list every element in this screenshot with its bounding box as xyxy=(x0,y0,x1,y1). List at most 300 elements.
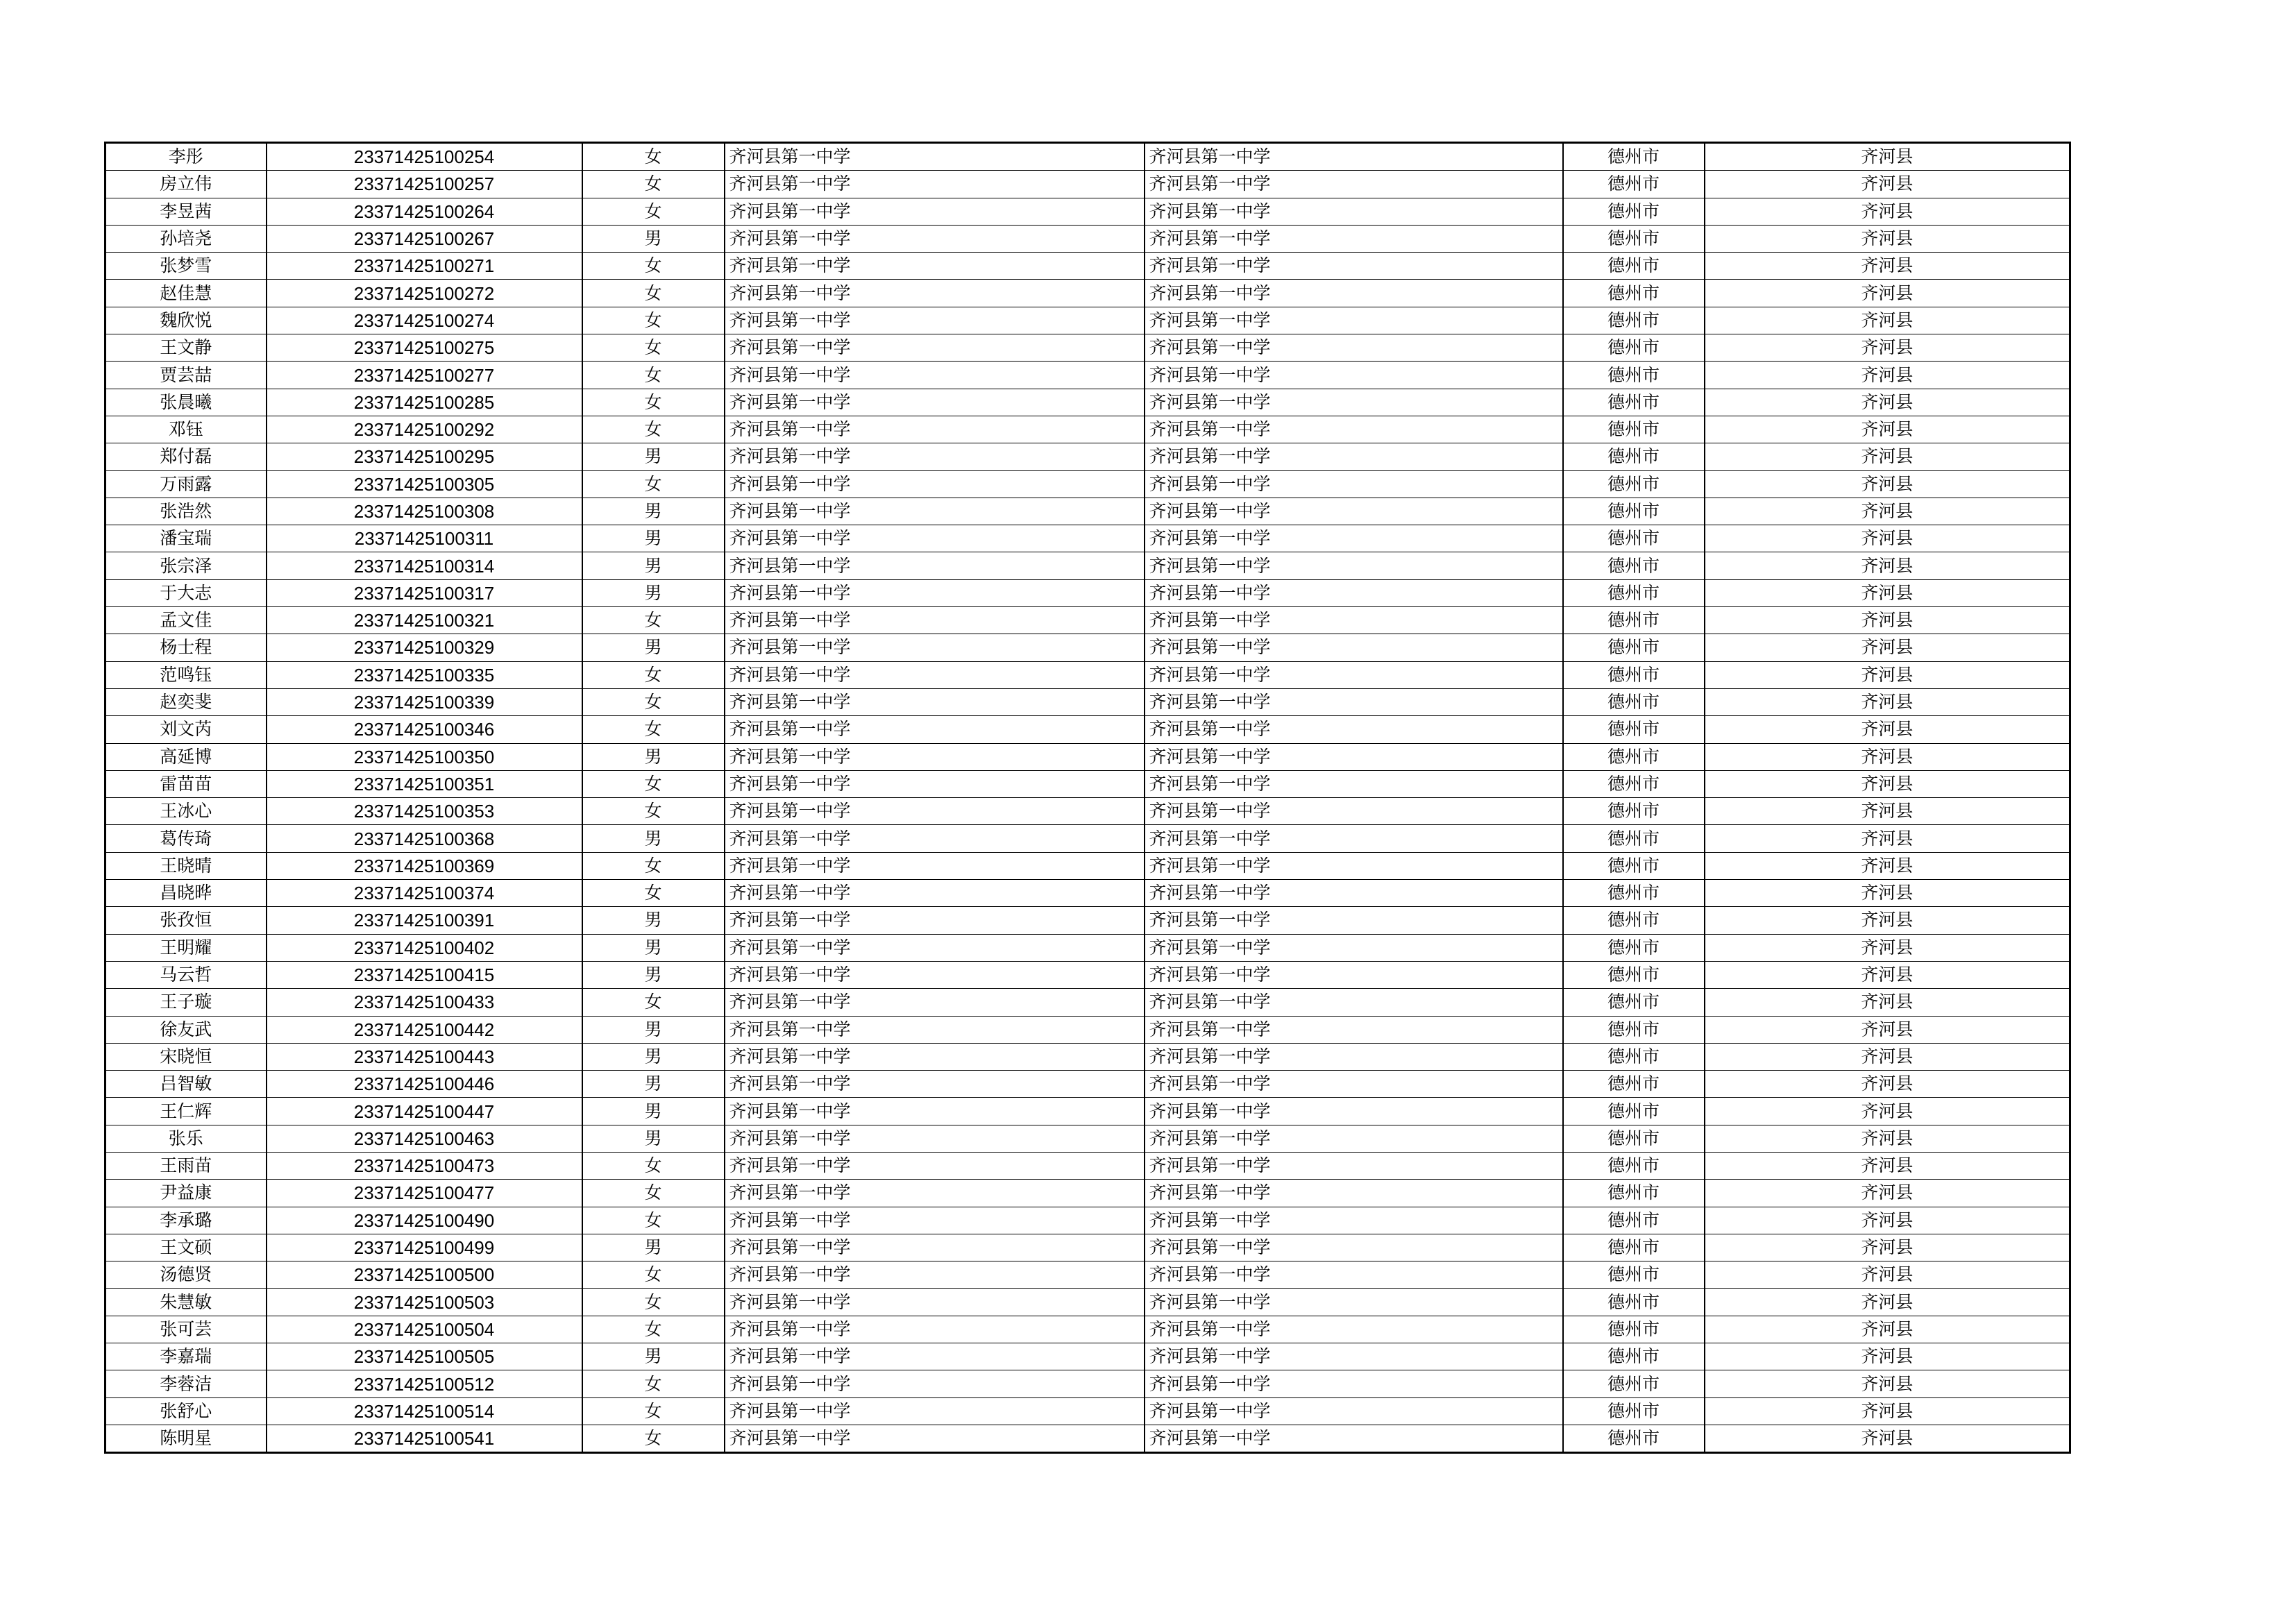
exam-site-cell: 齐河县第一中学 xyxy=(1145,470,1563,498)
table-row xyxy=(105,198,2070,225)
city-cell: 德州市 xyxy=(1563,362,1705,389)
table-row xyxy=(105,1016,2070,1043)
gender-cell: 男 xyxy=(582,443,725,470)
table-row xyxy=(105,362,2070,389)
county-cell: 齐河县 xyxy=(1705,143,2070,171)
city-cell: 德州市 xyxy=(1563,1370,1705,1397)
gender-cell: 男 xyxy=(582,1343,725,1370)
table-row xyxy=(105,1071,2070,1098)
county-cell: 齐河县 xyxy=(1705,1125,2070,1152)
exam-number-cell: 23371425100285 xyxy=(267,389,582,416)
student-name-cell: 朱慧敏 xyxy=(105,1289,267,1316)
gender-cell: 女 xyxy=(582,416,725,443)
school-cell: 齐河县第一中学 xyxy=(725,198,1145,225)
exam-number-cell: 23371425100351 xyxy=(267,770,582,797)
student-name-cell: 万雨露 xyxy=(105,470,267,498)
table-row xyxy=(105,961,2070,988)
county-cell: 齐河县 xyxy=(1705,552,2070,579)
county-cell: 齐河县 xyxy=(1705,852,2070,879)
exam-site-cell: 齐河县第一中学 xyxy=(1145,171,1563,198)
exam-number-cell: 23371425100446 xyxy=(267,1071,582,1098)
student-name-cell: 尹益康 xyxy=(105,1180,267,1207)
city-cell: 德州市 xyxy=(1563,989,1705,1016)
table-row xyxy=(105,934,2070,961)
county-cell: 齐河县 xyxy=(1705,1425,2070,1452)
table-row xyxy=(105,989,2070,1016)
county-cell: 齐河县 xyxy=(1705,634,2070,661)
gender-cell: 男 xyxy=(582,907,725,934)
school-cell: 齐河县第一中学 xyxy=(725,280,1145,307)
city-cell: 德州市 xyxy=(1563,171,1705,198)
exam-number-cell: 23371425100274 xyxy=(267,307,582,334)
county-cell: 齐河县 xyxy=(1705,798,2070,825)
school-cell: 齐河县第一中学 xyxy=(725,389,1145,416)
student-name-cell: 马云哲 xyxy=(105,961,267,988)
exam-number-cell: 23371425100415 xyxy=(267,961,582,988)
exam-number-cell: 23371425100443 xyxy=(267,1043,582,1070)
school-cell: 齐河县第一中学 xyxy=(725,1234,1145,1261)
student-name-cell: 汤德贤 xyxy=(105,1261,267,1289)
county-cell: 齐河县 xyxy=(1705,362,2070,389)
student-name-cell: 张可芸 xyxy=(105,1316,267,1343)
table-row xyxy=(105,389,2070,416)
exam-number-cell: 23371425100374 xyxy=(267,880,582,907)
table-row xyxy=(105,416,2070,443)
exam-site-cell: 齐河县第一中学 xyxy=(1145,1043,1563,1070)
exam-number-cell: 23371425100308 xyxy=(267,498,582,525)
gender-cell: 男 xyxy=(582,579,725,606)
table-row xyxy=(105,1370,2070,1397)
student-name-cell: 王子璇 xyxy=(105,989,267,1016)
table-row xyxy=(105,1343,2070,1370)
student-name-cell: 陈明星 xyxy=(105,1425,267,1452)
exam-site-cell: 齐河县第一中学 xyxy=(1145,1071,1563,1098)
gender-cell: 女 xyxy=(582,143,725,171)
county-cell: 齐河县 xyxy=(1705,280,2070,307)
city-cell: 德州市 xyxy=(1563,634,1705,661)
student-name-cell: 赵佳慧 xyxy=(105,280,267,307)
table-row xyxy=(105,171,2070,198)
student-name-cell: 杨士程 xyxy=(105,634,267,661)
table-row xyxy=(105,1289,2070,1316)
exam-site-cell: 齐河县第一中学 xyxy=(1145,416,1563,443)
exam-site-cell: 齐河县第一中学 xyxy=(1145,225,1563,252)
county-cell: 齐河县 xyxy=(1705,907,2070,934)
exam-number-cell: 23371425100295 xyxy=(267,443,582,470)
student-name-cell: 李彤 xyxy=(105,143,267,171)
school-cell: 齐河县第一中学 xyxy=(725,1180,1145,1207)
table-row xyxy=(105,634,2070,661)
table-row xyxy=(105,1180,2070,1207)
student-name-cell: 王雨苗 xyxy=(105,1152,267,1179)
exam-site-cell: 齐河县第一中学 xyxy=(1145,798,1563,825)
exam-number-cell: 23371425100317 xyxy=(267,579,582,606)
exam-site-cell: 齐河县第一中学 xyxy=(1145,880,1563,907)
school-cell: 齐河县第一中学 xyxy=(725,1316,1145,1343)
school-cell: 齐河县第一中学 xyxy=(725,579,1145,606)
exam-site-cell: 齐河县第一中学 xyxy=(1145,1098,1563,1125)
student-name-cell: 宋晓恒 xyxy=(105,1043,267,1070)
exam-site-cell: 齐河县第一中学 xyxy=(1145,907,1563,934)
exam-site-cell: 齐河县第一中学 xyxy=(1145,1125,1563,1152)
exam-number-cell: 23371425100335 xyxy=(267,661,582,688)
exam-site-cell: 齐河县第一中学 xyxy=(1145,852,1563,879)
table-row xyxy=(105,1397,2070,1425)
table-body xyxy=(105,143,2070,1453)
county-cell: 齐河县 xyxy=(1705,934,2070,961)
gender-cell: 女 xyxy=(582,362,725,389)
student-name-cell: 邓钰 xyxy=(105,416,267,443)
student-name-cell: 张晨曦 xyxy=(105,389,267,416)
county-cell: 齐河县 xyxy=(1705,443,2070,470)
exam-number-cell: 23371425100433 xyxy=(267,989,582,1016)
county-cell: 齐河县 xyxy=(1705,416,2070,443)
city-cell: 德州市 xyxy=(1563,552,1705,579)
exam-site-cell: 齐河县第一中学 xyxy=(1145,1425,1563,1452)
table-row xyxy=(105,525,2070,552)
table-row xyxy=(105,825,2070,852)
exam-number-cell: 23371425100350 xyxy=(267,743,582,770)
table-row xyxy=(105,907,2070,934)
student-name-cell: 王晓晴 xyxy=(105,852,267,879)
exam-site-cell: 齐河县第一中学 xyxy=(1145,143,1563,171)
city-cell: 德州市 xyxy=(1563,416,1705,443)
exam-site-cell: 齐河县第一中学 xyxy=(1145,688,1563,715)
school-cell: 齐河县第一中学 xyxy=(725,688,1145,715)
gender-cell: 女 xyxy=(582,1425,725,1452)
table-row xyxy=(105,880,2070,907)
school-cell: 齐河县第一中学 xyxy=(725,225,1145,252)
county-cell: 齐河县 xyxy=(1705,1397,2070,1425)
exam-number-cell: 23371425100368 xyxy=(267,825,582,852)
exam-site-cell: 齐河县第一中学 xyxy=(1145,1152,1563,1179)
table-row xyxy=(105,470,2070,498)
table-row xyxy=(105,225,2070,252)
gender-cell: 女 xyxy=(582,1152,725,1179)
gender-cell: 男 xyxy=(582,498,725,525)
exam-site-cell: 齐河县第一中学 xyxy=(1145,1343,1563,1370)
city-cell: 德州市 xyxy=(1563,1180,1705,1207)
county-cell: 齐河县 xyxy=(1705,716,2070,743)
exam-number-cell: 23371425100490 xyxy=(267,1207,582,1234)
city-cell: 德州市 xyxy=(1563,934,1705,961)
school-cell: 齐河县第一中学 xyxy=(725,1125,1145,1152)
exam-site-cell: 齐河县第一中学 xyxy=(1145,362,1563,389)
school-cell: 齐河县第一中学 xyxy=(725,852,1145,879)
exam-number-cell: 23371425100499 xyxy=(267,1234,582,1261)
exam-number-cell: 23371425100277 xyxy=(267,362,582,389)
table-row xyxy=(105,1152,2070,1179)
city-cell: 德州市 xyxy=(1563,852,1705,879)
gender-cell: 女 xyxy=(582,1261,725,1289)
exam-number-cell: 23371425100267 xyxy=(267,225,582,252)
school-cell: 齐河县第一中学 xyxy=(725,1343,1145,1370)
table-row xyxy=(105,552,2070,579)
county-cell: 齐河县 xyxy=(1705,1043,2070,1070)
gender-cell: 男 xyxy=(582,1098,725,1125)
student-name-cell: 王明耀 xyxy=(105,934,267,961)
county-cell: 齐河县 xyxy=(1705,989,2070,1016)
county-cell: 齐河县 xyxy=(1705,1180,2070,1207)
county-cell: 齐河县 xyxy=(1705,389,2070,416)
gender-cell: 男 xyxy=(582,1071,725,1098)
exam-number-cell: 23371425100271 xyxy=(267,253,582,280)
city-cell: 德州市 xyxy=(1563,907,1705,934)
gender-cell: 男 xyxy=(582,552,725,579)
county-cell: 齐河县 xyxy=(1705,661,2070,688)
school-cell: 齐河县第一中学 xyxy=(725,716,1145,743)
exam-site-cell: 齐河县第一中学 xyxy=(1145,989,1563,1016)
school-cell: 齐河县第一中学 xyxy=(725,253,1145,280)
county-cell: 齐河县 xyxy=(1705,1261,2070,1289)
exam-site-cell: 齐河县第一中学 xyxy=(1145,661,1563,688)
city-cell: 德州市 xyxy=(1563,1098,1705,1125)
exam-site-cell: 齐河县第一中学 xyxy=(1145,1180,1563,1207)
county-cell: 齐河县 xyxy=(1705,1370,2070,1397)
gender-cell: 男 xyxy=(582,525,725,552)
school-cell: 齐河县第一中学 xyxy=(725,171,1145,198)
exam-number-cell: 23371425100329 xyxy=(267,634,582,661)
student-name-cell: 赵奕斐 xyxy=(105,688,267,715)
table-row xyxy=(105,1234,2070,1261)
table-row xyxy=(105,498,2070,525)
student-name-cell: 郑付磊 xyxy=(105,443,267,470)
gender-cell: 女 xyxy=(582,770,725,797)
county-cell: 齐河县 xyxy=(1705,880,2070,907)
gender-cell: 男 xyxy=(582,1234,725,1261)
city-cell: 德州市 xyxy=(1563,1234,1705,1261)
city-cell: 德州市 xyxy=(1563,1071,1705,1098)
table-row xyxy=(105,1207,2070,1234)
exam-site-cell: 齐河县第一中学 xyxy=(1145,743,1563,770)
county-cell: 齐河县 xyxy=(1705,498,2070,525)
table-row xyxy=(105,443,2070,470)
student-name-cell: 王仁辉 xyxy=(105,1098,267,1125)
city-cell: 德州市 xyxy=(1563,1152,1705,1179)
exam-number-cell: 23371425100473 xyxy=(267,1152,582,1179)
school-cell: 齐河县第一中学 xyxy=(725,961,1145,988)
city-cell: 德州市 xyxy=(1563,253,1705,280)
city-cell: 德州市 xyxy=(1563,607,1705,634)
county-cell: 齐河县 xyxy=(1705,743,2070,770)
exam-site-cell: 齐河县第一中学 xyxy=(1145,1234,1563,1261)
gender-cell: 女 xyxy=(582,661,725,688)
table-row xyxy=(105,1098,2070,1125)
county-cell: 齐河县 xyxy=(1705,688,2070,715)
county-cell: 齐河县 xyxy=(1705,1016,2070,1043)
gender-cell: 女 xyxy=(582,1370,725,1397)
school-cell: 齐河县第一中学 xyxy=(725,1071,1145,1098)
city-cell: 德州市 xyxy=(1563,880,1705,907)
city-cell: 德州市 xyxy=(1563,334,1705,362)
city-cell: 德州市 xyxy=(1563,443,1705,470)
exam-site-cell: 齐河县第一中学 xyxy=(1145,334,1563,362)
exam-number-cell: 23371425100314 xyxy=(267,552,582,579)
city-cell: 德州市 xyxy=(1563,225,1705,252)
county-cell: 齐河县 xyxy=(1705,470,2070,498)
county-cell: 齐河县 xyxy=(1705,607,2070,634)
exam-site-cell: 齐河县第一中学 xyxy=(1145,280,1563,307)
exam-site-cell: 齐河县第一中学 xyxy=(1145,552,1563,579)
student-name-cell: 王文硕 xyxy=(105,1234,267,1261)
student-name-cell: 范鸣钰 xyxy=(105,661,267,688)
gender-cell: 男 xyxy=(582,1043,725,1070)
gender-cell: 女 xyxy=(582,1289,725,1316)
student-name-cell: 张孜恒 xyxy=(105,907,267,934)
exam-site-cell: 齐河县第一中学 xyxy=(1145,389,1563,416)
city-cell: 德州市 xyxy=(1563,498,1705,525)
school-cell: 齐河县第一中学 xyxy=(725,334,1145,362)
exam-site-cell: 齐河县第一中学 xyxy=(1145,307,1563,334)
gender-cell: 女 xyxy=(582,253,725,280)
gender-cell: 女 xyxy=(582,307,725,334)
gender-cell: 女 xyxy=(582,607,725,634)
gender-cell: 女 xyxy=(582,1397,725,1425)
gender-cell: 男 xyxy=(582,934,725,961)
county-cell: 齐河县 xyxy=(1705,1234,2070,1261)
gender-cell: 女 xyxy=(582,280,725,307)
student-name-cell: 张乐 xyxy=(105,1125,267,1152)
table-row xyxy=(105,280,2070,307)
school-cell: 齐河县第一中学 xyxy=(725,143,1145,171)
student-name-cell: 张梦雪 xyxy=(105,253,267,280)
gender-cell: 女 xyxy=(582,334,725,362)
table-row xyxy=(105,1125,2070,1152)
gender-cell: 女 xyxy=(582,1207,725,1234)
county-cell: 齐河县 xyxy=(1705,825,2070,852)
exam-number-cell: 23371425100391 xyxy=(267,907,582,934)
exam-number-cell: 23371425100505 xyxy=(267,1343,582,1370)
exam-site-cell: 齐河县第一中学 xyxy=(1145,1207,1563,1234)
student-name-cell: 雷苗苗 xyxy=(105,770,267,797)
city-cell: 德州市 xyxy=(1563,798,1705,825)
school-cell: 齐河县第一中学 xyxy=(725,1397,1145,1425)
table-row xyxy=(105,743,2070,770)
table-row xyxy=(105,661,2070,688)
gender-cell: 女 xyxy=(582,1316,725,1343)
exam-number-cell: 23371425100447 xyxy=(267,1098,582,1125)
school-cell: 齐河县第一中学 xyxy=(725,416,1145,443)
exam-site-cell: 齐河县第一中学 xyxy=(1145,443,1563,470)
school-cell: 齐河县第一中学 xyxy=(725,307,1145,334)
school-cell: 齐河县第一中学 xyxy=(725,907,1145,934)
county-cell: 齐河县 xyxy=(1705,1071,2070,1098)
exam-number-cell: 23371425100369 xyxy=(267,852,582,879)
exam-site-cell: 齐河县第一中学 xyxy=(1145,825,1563,852)
gender-cell: 女 xyxy=(582,1180,725,1207)
school-cell: 齐河县第一中学 xyxy=(725,825,1145,852)
school-cell: 齐河县第一中学 xyxy=(725,989,1145,1016)
city-cell: 德州市 xyxy=(1563,1043,1705,1070)
gender-cell: 女 xyxy=(582,880,725,907)
exam-site-cell: 齐河县第一中学 xyxy=(1145,1016,1563,1043)
school-cell: 齐河县第一中学 xyxy=(725,1289,1145,1316)
exam-site-cell: 齐河县第一中学 xyxy=(1145,498,1563,525)
county-cell: 齐河县 xyxy=(1705,334,2070,362)
exam-number-cell: 23371425100272 xyxy=(267,280,582,307)
county-cell: 齐河县 xyxy=(1705,171,2070,198)
school-cell: 齐河县第一中学 xyxy=(725,498,1145,525)
student-name-cell: 魏欣悦 xyxy=(105,307,267,334)
city-cell: 德州市 xyxy=(1563,770,1705,797)
table-row xyxy=(105,253,2070,280)
exam-number-cell: 23371425100275 xyxy=(267,334,582,362)
student-name-cell: 李承璐 xyxy=(105,1207,267,1234)
student-name-cell: 张浩然 xyxy=(105,498,267,525)
exam-number-cell: 23371425100477 xyxy=(267,1180,582,1207)
exam-number-cell: 23371425100512 xyxy=(267,1370,582,1397)
student-name-cell: 房立伟 xyxy=(105,171,267,198)
gender-cell: 女 xyxy=(582,716,725,743)
county-cell: 齐河县 xyxy=(1705,198,2070,225)
table-row xyxy=(105,143,2070,171)
table-row xyxy=(105,1425,2070,1452)
student-name-cell: 徐友武 xyxy=(105,1016,267,1043)
school-cell: 齐河县第一中学 xyxy=(725,607,1145,634)
student-name-cell: 潘宝瑞 xyxy=(105,525,267,552)
gender-cell: 男 xyxy=(582,1016,725,1043)
city-cell: 德州市 xyxy=(1563,1261,1705,1289)
exam-number-cell: 23371425100514 xyxy=(267,1397,582,1425)
school-cell: 齐河县第一中学 xyxy=(725,1152,1145,1179)
city-cell: 德州市 xyxy=(1563,198,1705,225)
table-row xyxy=(105,1043,2070,1070)
gender-cell: 男 xyxy=(582,634,725,661)
city-cell: 德州市 xyxy=(1563,743,1705,770)
city-cell: 德州市 xyxy=(1563,1125,1705,1152)
city-cell: 德州市 xyxy=(1563,961,1705,988)
city-cell: 德州市 xyxy=(1563,1316,1705,1343)
exam-number-cell: 23371425100311 xyxy=(267,525,582,552)
student-name-cell: 张宗泽 xyxy=(105,552,267,579)
exam-number-cell: 23371425100402 xyxy=(267,934,582,961)
exam-site-cell: 齐河县第一中学 xyxy=(1145,579,1563,606)
county-cell: 齐河县 xyxy=(1705,1289,2070,1316)
exam-number-cell: 23371425100346 xyxy=(267,716,582,743)
gender-cell: 女 xyxy=(582,852,725,879)
exam-number-cell: 23371425100254 xyxy=(267,143,582,171)
school-cell: 齐河县第一中学 xyxy=(725,525,1145,552)
exam-site-cell: 齐河县第一中学 xyxy=(1145,607,1563,634)
county-cell: 齐河县 xyxy=(1705,1098,2070,1125)
school-cell: 齐河县第一中学 xyxy=(725,634,1145,661)
exam-site-cell: 齐河县第一中学 xyxy=(1145,716,1563,743)
exam-site-cell: 齐河县第一中学 xyxy=(1145,634,1563,661)
school-cell: 齐河县第一中学 xyxy=(725,1016,1145,1043)
table-row xyxy=(105,1316,2070,1343)
exam-number-cell: 23371425100463 xyxy=(267,1125,582,1152)
student-roster-table xyxy=(104,142,2071,1454)
city-cell: 德州市 xyxy=(1563,143,1705,171)
exam-number-cell: 23371425100257 xyxy=(267,171,582,198)
county-cell: 齐河县 xyxy=(1705,1152,2070,1179)
city-cell: 德州市 xyxy=(1563,1289,1705,1316)
school-cell: 齐河县第一中学 xyxy=(725,1425,1145,1452)
county-cell: 齐河县 xyxy=(1705,307,2070,334)
county-cell: 齐河县 xyxy=(1705,525,2070,552)
city-cell: 德州市 xyxy=(1563,1343,1705,1370)
exam-number-cell: 23371425100541 xyxy=(267,1425,582,1452)
school-cell: 齐河县第一中学 xyxy=(725,1207,1145,1234)
exam-number-cell: 23371425100353 xyxy=(267,798,582,825)
city-cell: 德州市 xyxy=(1563,661,1705,688)
county-cell: 齐河县 xyxy=(1705,253,2070,280)
city-cell: 德州市 xyxy=(1563,470,1705,498)
school-cell: 齐河县第一中学 xyxy=(725,362,1145,389)
student-name-cell: 贾芸喆 xyxy=(105,362,267,389)
city-cell: 德州市 xyxy=(1563,1397,1705,1425)
city-cell: 德州市 xyxy=(1563,280,1705,307)
